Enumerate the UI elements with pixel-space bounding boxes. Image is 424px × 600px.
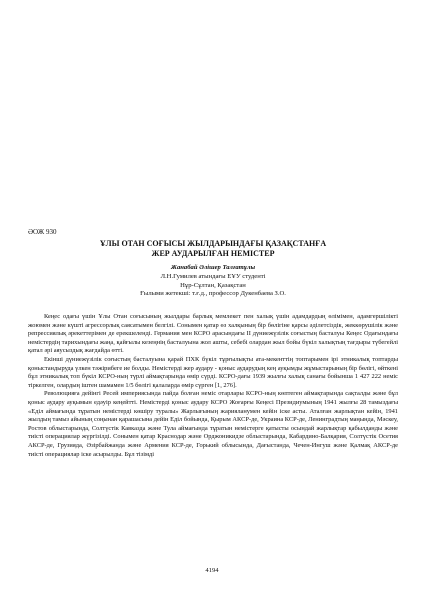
- paragraph: Революцияға дейінгі Ресей империясында пайда болған неміс отарлары КСРО-ның көптеген аймақтарында сақталды және бұл қоныс аудару ауқымын едәуір кеңейтті. Немістерді қоныс аудару КСРО Жоғарғы Кеңесі Президиумының 1941 жылғы 28 тамыздағы «Еділ аймағында тұратын немістерді көшіру туралы» Жарлығының жарияланумен кейін іске асты. Аталған жарлықтан кейін, 1941 жылдың тамыз айының соңынан қарашасына дейін Еділ бойында, Қырым АКСР-де, Украина КСР-де, Ленинградтың маңында, Мәскеу, Ростов облыстарында, Солтүстік Кавказда және Тула аймағында тұратын немістерге қатысты осындай жарлықтар қабылданды және тиісті операциялар жүргізілді. Сонымен қатар Краснодар және Орджоникидзе облыстарында, Кабардино-Балқария, Солтүстік Осетия АКСР-де, Грузияда, Әзірбайжанда және Армения КСР-де, Горький облысында, Дағыстанда, Чечен-Ингуш және Қалмақ АКСР-де тиісті операциялар іске асырылды. Бұл тізімді: [28, 390, 398, 458]
- paragraph: Екінші дүниежүзілік соғыстың басталуына қарай ПХК бүкіл тұрғылықты ата-мекенттің топтарымен ірі этникалық топтарды қоныстандыруда үлкен тәжірибеге ие болды. Немістерді жер аудару - қоныс аударудың кең ауқымды жұмыстарының бір бөлігі, өйткені бұл этникалық топ бүкіл КСРО-ның түрлі аймақтарында өмір сүрді. КСРО-дағы 1939 жылғы халық санағы бойынша 1 427 222 неміс тіркелген, олардың іштен шамамен 1/5 бөлігі қалаларда өмір сүрген [1, 276].: [28, 355, 398, 389]
- title-line-1: ҰЛЫ ОТАН СОҒЫСЫ ЖЫЛДАРЫНДАҒЫ ҚАЗАҚСТАНҒА: [99, 239, 327, 248]
- author-city: Нұр-Сұлтан, Қазақстан: [180, 281, 246, 289]
- author-affiliation: Л.Н.Гумилев атындағы ЕҰУ студенті: [160, 272, 266, 280]
- title-line-2: ЖЕР АУДАРЫЛҒАН НЕМІСТЕР: [151, 249, 275, 258]
- body-text: [28, 313, 398, 459]
- author-name: Жанабай Әлішер Талғатұлы: [170, 264, 256, 271]
- paper-title: [28, 239, 398, 259]
- author-block: [28, 264, 398, 299]
- page-number: 4194: [205, 567, 219, 574]
- udk-code: ӘОЖ 930: [28, 228, 57, 236]
- paragraph: Кеңес одағы үшін Ұлы Отан соғысының жылдары барлық мемлекет пен халық үшін адамдардың өлімімен, адамгершілікті жоюмен және күшті агрессорлық саясатымен белгілі. Сонымен қатар өз халқының бір бөлігіне қарсы әділетсіздік, жеккөрушілік және репрессиялық әрекеттерімен де ерекшеленді. Германия мен КСРО арасындағы ІІ дүниежүзілік соғыстың басталуы Кеңес Одағындағы немістердің тарихындағы жаңа, қайғылы кезеңнің басталуына жол ашты, себебі олардан жыл бойы бүкіл халықтың тағдыры түбегейлі қатал әрі аяусыздық жағдайда өтті.: [28, 313, 398, 355]
- supervisor: Ғылыми жетекші: т.ғ.д., профессор Дукенбаева З.О.: [140, 290, 286, 298]
